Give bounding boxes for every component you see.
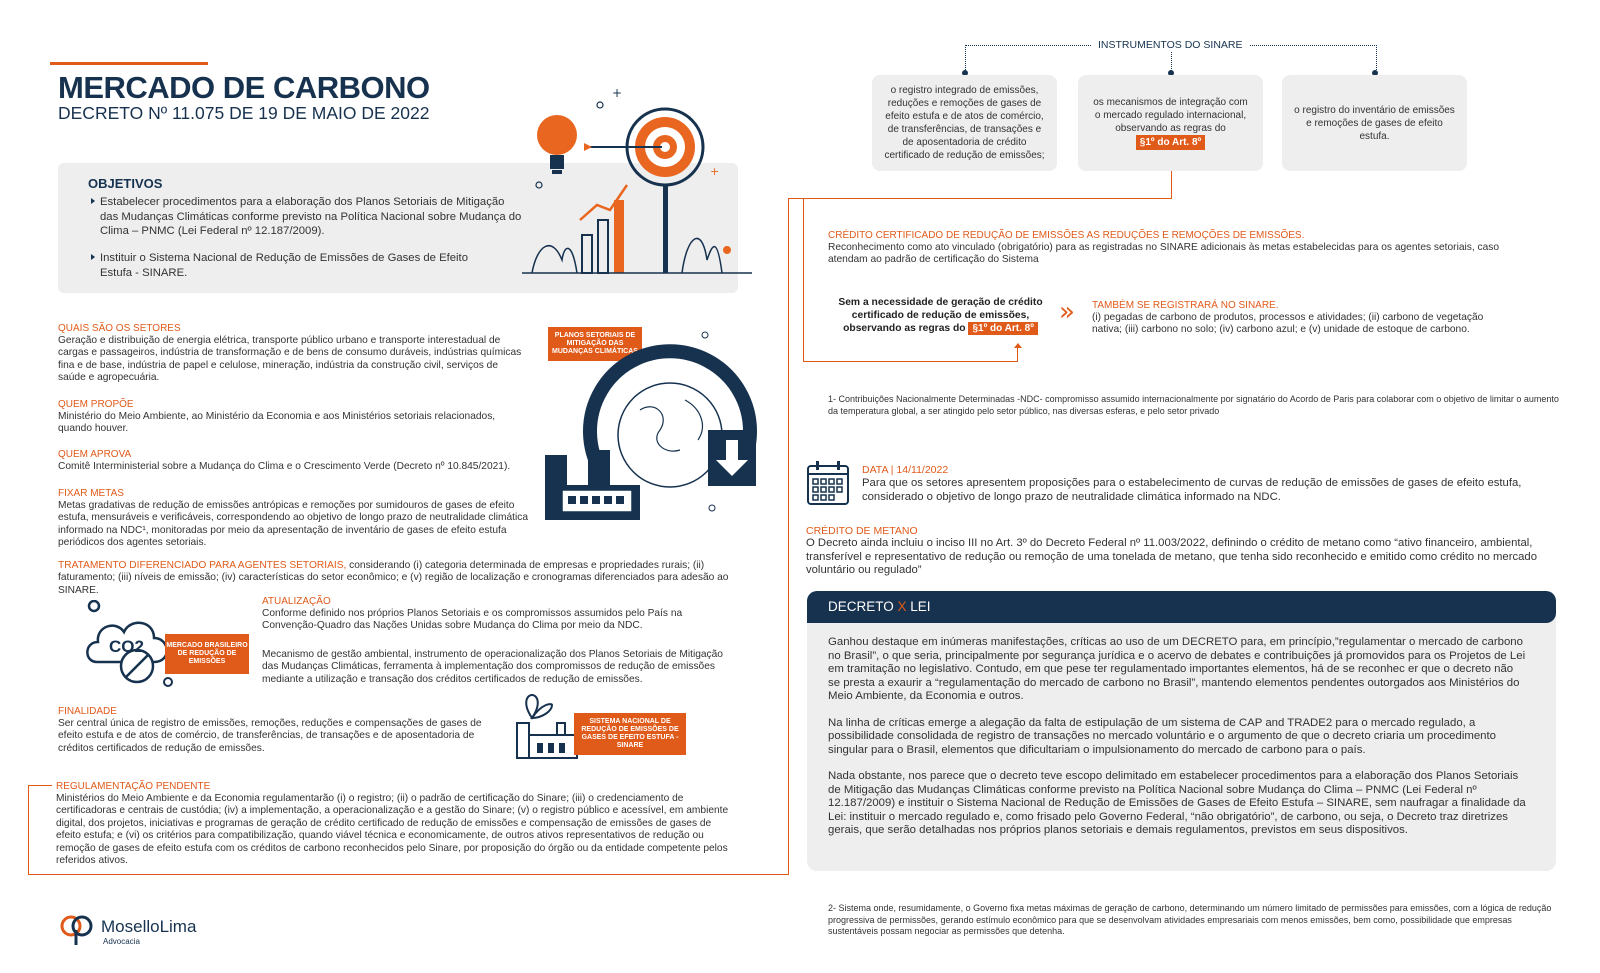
- connector-from-card2: [1171, 171, 1172, 199]
- setores-text: Geração e distribuição de energia elétrica, transporte público urbano e transporte interestadual de cargas e passageiros, indústria de transformação e de bens de consumo duráveis, indústrias químicas fina e de base, indústria de papel e celulose, mineração, indústria da construção civil, serviços de saúde e agropecuária.: [58, 335, 522, 384]
- data-section: [862, 464, 1542, 504]
- credito-text: Reconhecimento como ato vinculado (obrigatório) para as registradas no SINARE adicionais às metas estabelecidas para os agentes setoriais, caso atendam ao padrão de certificação do Sistema: [828, 242, 1500, 266]
- finalidade-section: [58, 706, 488, 755]
- objetivos-title: OBJETIVOS: [88, 176, 163, 191]
- logo-tagline: Advocacia: [103, 937, 140, 946]
- propoe-section: [58, 399, 518, 436]
- metano-section: [806, 525, 1561, 578]
- regulamentacao-text: Ministérios do Meio Ambiente e da Economia regulamentarão (i) o registro; (ii) o padrão de certificação do Sinare; (iii) o credenciamento de certificadoras e centrais de custódia; (iv) a implementação, a operacionalização e a gestão do Sinare; (v) o registro público e acessível, em ambiente digital, dos projetos, iniciativas e programas de geração de crédito certificado de redução de emissões e compensação de emissões de gases de efeito estufa; e (vi) os critérios para compatibilização, quando viável técnica e economicamente, de outros ativos representativos de redução ou remoção de gases de efeito estufa com os créditos de carbono reconhecidos pelo Sinare, por proposição do órgão ou da entidade competente pelos referidos ativos.: [56, 793, 729, 867]
- regulamentacao-section: [56, 781, 736, 867]
- tambem-text: (i) pegadas de carbono de produtos, processos e atividades; (ii) carbono de vegetação nativa; (iii) carbono no solo; (iv) carbono azul; e (v) unidade de estoque de carbono.: [1092, 312, 1484, 336]
- propoe-title: QUEM PROPÕE: [58, 399, 134, 410]
- sem-bracket-bottom: [803, 361, 1018, 362]
- sem-bracket-up: [1017, 346, 1018, 362]
- target-lightbulb-illustration: [522, 85, 772, 285]
- metano-title: CRÉDITO DE METANO: [806, 525, 918, 537]
- instrumentos-title: INSTRUMENTOS DO SINARE: [1092, 39, 1249, 51]
- bracket-bottom: [28, 874, 788, 875]
- header-accent-line: [50, 62, 208, 65]
- setores-section: [58, 323, 528, 385]
- tratamento-text: considerando (i) categoria determinada de empresas e propriedades rurais; (ii) faturamento; (iii) níveis de emissão; (iv) características do setor econômico; e (v) região de localização e cronogramas diferenciados para adesão ao SINARE.: [58, 560, 729, 596]
- objetivos-item-1: Estabelecer procedimentos para a elaboração dos Planos Setoriais de Mitigação das Mudanças Climáticas conforme previsto na Política Nacional sobre Mudança do Clima – PNMC (Lei Federal nº 12.187/2009).: [100, 195, 525, 239]
- mosellolima-logo-icon: [60, 914, 94, 946]
- atualizacao-text: Conforme definido nos próprios Planos Setoriais e os compromissos assumidos pelo País na Convenção-Quadro das Nações Unidas sobre Mudança do Clima por meio da NDC.: [262, 608, 683, 632]
- instrumento-card-3: o registro do inventário de emissões e remoções de gases de efeito estufa.: [1282, 75, 1467, 171]
- propoe-text: Ministério do Meio Ambiente, ao Ministério da Economia e aos Ministérios setoriais relacionados, quando houver.: [58, 411, 496, 435]
- footnote-1: 1- Contribuições Nacionalmente Determinadas -NDC- compromisso assumido internacionalmente por signatário do Acordo de Paris para colaborar com o objetivo de limitar o aumento da temperatura global, a ser atingido pelo setor público, nas diversas esferas, e pelo setor privado: [828, 394, 1559, 416]
- decreto-lei-body: [807, 623, 1556, 838]
- atualizacao-title: ATUALIZAÇÃO: [262, 596, 331, 607]
- globe-factory-illustration: [540, 330, 770, 530]
- metas-section: [58, 488, 533, 550]
- aprova-text: Comitê Interministerial sobre a Mudança do Clima e o Crescimento Verde (Decreto nº 10.845/2021).: [58, 461, 511, 472]
- art8-badge: §1º do Art. 8º: [1136, 135, 1205, 150]
- regulamentacao-title: REGULAMENTAÇÃO PENDENTE: [56, 781, 211, 792]
- sinare-label: SISTEMA NACIONAL DE REDUÇÃO DE EMISSÕES DE GASES DE EFEITO ESTUFA - SINARE: [574, 713, 686, 755]
- tratamento-section: [58, 560, 738, 597]
- sem-necessidade-text: Sem a necessidade de geração de crédito certificado de redução de emissões, observando as regras do §1º do Art. 8º: [838, 297, 1043, 334]
- aprova-section: [58, 449, 528, 473]
- tambem-section: [1092, 300, 1512, 337]
- page-subtitle: DECRETO Nº 11.075 DE 19 DE MAIO DE 2022: [58, 103, 430, 123]
- mecanismo-text: Mecanismo de gestão ambiental, instrumento de operacionalização dos Planos Setoriais de Mitigação das Mudanças Climáticas, ferramenta à implementação dos compromissos de redução de emissões mediante a utilização e transação dos créditos certificados de redução de emissões.: [262, 649, 723, 685]
- svg-text:+: +: [612, 86, 623, 100]
- decreto-lei-p3: Nada obstante, nos parece que o decreto teve escopo delimitado em estabelecer procedimentos para a elaboração dos Planos Setoriais de Mitigação das Mudanças Climáticas conforme previsto na Política Nacional sobre Mudança do Clima – PNMC (Lei Federal nº 12.187/2009) e instituir o Sistema Nacional de Redução de Emissões de Gases de Efeito Estufa – SINARE, sem naufragar a finalidade da Lei: instituir o mercado regulado e, como frisado pelo Governo Federal, “não obrigatório”, de carbono, ou seja, o Decreto traz diretrizes gerais, que serão detalhadas nos próprios planos setoriais e demais regulamentos, previstos em seus dispositivos.: [828, 770, 1526, 836]
- credito-title: CRÉDITO CERTIFICADO DE REDUÇÃO DE EMISSÕES AS REDUÇÕES E REMOÇÕES DE EMISSÕES.: [828, 230, 1305, 241]
- finalidade-text: Ser central única de registro de emissões, remoções, reduções e compensações de gases de efeito estufa e de atos de comércio, de transferências, de transações e de aposentadoria de créditos certificados de redução de emissões.: [58, 718, 482, 754]
- credito-section: [828, 230, 1518, 267]
- sem-bracket-left: [803, 198, 804, 362]
- finalidade-title: FINALIDADE: [58, 706, 117, 717]
- instrumento-card-1: o registro integrado de emissões, reduções e remoções de gases de efeito estufa e de atos de comércio, de transferências, de transações e de aposentadoria de crédito certificado de redução de emissões;: [872, 75, 1057, 171]
- aprova-title: QUEM APROVA: [58, 449, 132, 460]
- atualizacao-section: [262, 596, 702, 633]
- co2-label: CO2: [109, 637, 144, 656]
- bullet-icon: [91, 254, 95, 260]
- tratamento-title: TRATAMENTO DIFERENCIADO PARA AGENTES SETORIAIS,: [58, 560, 347, 571]
- plant-factory-icon: [512, 693, 582, 763]
- decreto-lei-p2: Na linha de críticas emerge a alegação da falta de estipulação de um sistema de CAP and TRADE2 para o mercado regulado, a possibilidade consolidada de registro de transações no mercado voluntário e o argumento de que o decreto criaria um procedimento singular para o Brasil, elementos que dificultariam o impulsionamento do mercado de carbono para o país.: [828, 716, 1497, 756]
- instrumento-card-2: os mecanismos de integração com o mercado regulado internacional, observando as regras do §1º do Art. 8º: [1078, 75, 1263, 171]
- bracket-top-left: [28, 785, 52, 786]
- bracket-left: [28, 785, 29, 874]
- decreto-lei-header: DECRETO X LEI: [807, 591, 1556, 623]
- metas-text: Metas gradativas de redução de emissões antrópicas e remoções por sumidouros de gases de efeito estufa, mensuráveis e verificáveis, correspondendo ao objetivo de longo prazo de neutralidade climática informado na NDC¹, monitoradas por meio da apresentação de inventário de gases de efeito estufa periódicos dos agentes setoriais.: [58, 500, 529, 549]
- connector-top: [788, 198, 1171, 199]
- mercado-label: MERCADO BRASILEIRO DE REDUÇÃO DE EMISSÕES: [165, 634, 249, 674]
- decreto-lei-box: [807, 591, 1556, 871]
- planos-label: PLANOS SETORIAIS DE MITIGAÇÃO DAS MUDANÇAS CLIMÁTICAS: [548, 327, 642, 361]
- art8-badge-2: §1º do Art. 8º: [968, 322, 1037, 335]
- decreto-lei-p1: Ganhou destaque em inúmeras manifestações, críticas ao uso de um DECRETO para, em princípio,”regulamentar o mercado de carbono no Brasil”, o que seria, principalmente por segurança jurídica e o acervo de debates e contribuições já promovidos para os Projetos de Lei em tramitação no legislativo. Contudo, em que pese ter regulamentado importantes elementos, há de se reconhec er que o decreto não se presta a exaurir a “regulamentação do mercado de carbono no Brasil”, mantendo elementos pendentes outorgados aos Ministérios do Meio Ambiente, da Economia e outros.: [828, 636, 1526, 702]
- metas-title: FIXAR METAS: [58, 488, 124, 499]
- metano-text: O Decreto ainda incluiu o inciso III no Art. 3º do Decreto Federal nº 11.003/2022, definindo o crédito de metano como “ativo financeiro, ambiental, transferível e representativo de redução ou remoção de uma tonelada de metano, que tenha sido reconhecido e emitido como crédito no mercado voluntário ou regulado”: [806, 537, 1537, 576]
- objetivos-item-2: Instituir o Sistema Nacional de Redução de Emissões de Gases de Efeito Estufa - SINARE.: [100, 251, 470, 280]
- chevron-right-icon: »: [1059, 297, 1075, 327]
- arrow-up-icon: [1014, 343, 1022, 348]
- bullet-icon: [91, 198, 95, 204]
- tambem-title: TAMBÉM SE REGISTRARÁ NO SINARE.: [1092, 300, 1279, 311]
- data-title: DATA | 14/11/2022: [862, 464, 949, 476]
- setores-title: QUAIS SÃO OS SETORES: [58, 323, 181, 334]
- svg-text:+: +: [710, 165, 720, 178]
- data-text: Para que os setores apresentem proposições para o estabelecimento de curvas de redução de emissões de gases de efeito estufa, considerado o objetivo de longo prazo de neutralidade climática informado na NDC.: [862, 477, 1522, 503]
- calendar-icon: [806, 460, 850, 506]
- logo-name: MoselloLima: [101, 917, 197, 936]
- footnote-2: 2- Sistema onde, resumidamente, o Governo fixa metas máximas de geração de carbono, determinando um número limitado de permissões para emissões, com a lógica de redução progressiva de permissões, gerando estímulo econômico para que se desenvolvam atividades empresariais com menos emissões, bem como, possibilidade que empresas sustentáveis possam negociar as permissões que detenha.: [828, 903, 1552, 936]
- page-title: MERCADO DE CARBONO: [58, 70, 430, 105]
- connector-vertical: [788, 198, 789, 875]
